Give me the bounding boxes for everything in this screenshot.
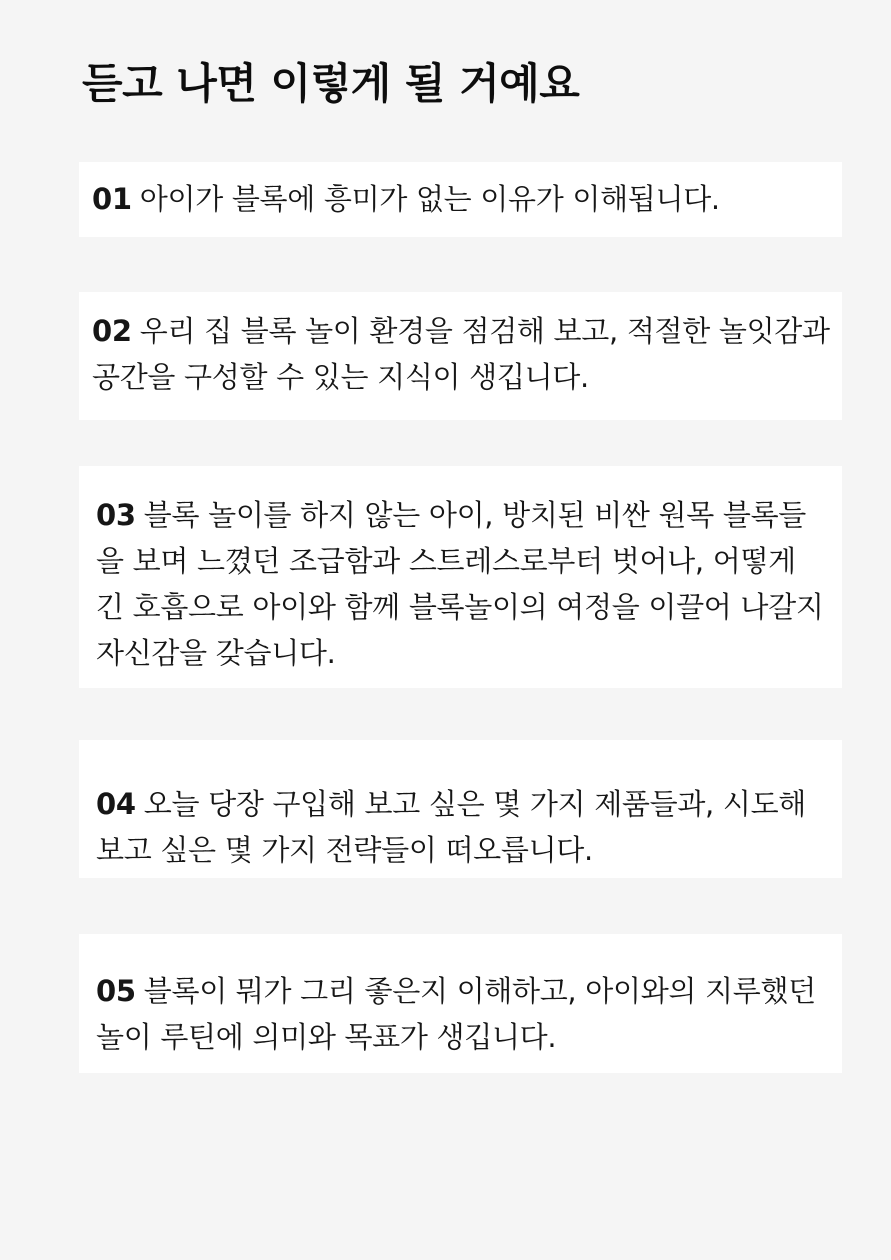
benefit-number: 03: [96, 498, 136, 532]
benefit-text: [96, 968, 830, 1060]
benefit-card-01: [79, 162, 842, 237]
benefit-description: 블록 놀이를 하지 않는 아이, 방치된 비싼 원목 블록들을 보며 느꼈던 조급함과 스트레스로부터 벗어나, 어떻게 긴 호흡으로 아이와 함께 블록놀이의 여정을 이끌어 나갈지 자신감을 갖습니다.: [96, 498, 824, 670]
benefit-description: 아이가 블록에 흥미가 없는 이유가 이해됩니다.: [139, 182, 720, 216]
benefit-text: [92, 308, 830, 400]
page-title: 듣고 나면 이렇게 될 거예요: [82, 59, 580, 108]
benefit-number: 04: [96, 787, 136, 821]
benefit-number: 05: [96, 974, 136, 1008]
benefit-card-04: [79, 740, 842, 878]
benefit-text: [92, 176, 830, 222]
benefit-text: [96, 781, 830, 873]
benefit-number: 02: [92, 314, 132, 348]
benefit-card-02: [79, 292, 842, 420]
benefit-card-05: [79, 934, 842, 1073]
benefit-card-03: [79, 466, 842, 688]
benefit-number: 01: [92, 182, 132, 216]
benefit-description: 우리 집 블록 놀이 환경을 점검해 보고, 적절한 놀잇감과 공간을 구성할 수 있는 지식이 생깁니다.: [92, 314, 830, 394]
benefit-description: 오늘 당장 구입해 보고 싶은 몇 가지 제품들과, 시도해 보고 싶은 몇 가지 전략들이 떠오릅니다.: [96, 787, 807, 867]
benefit-description: 블록이 뭐가 그리 좋은지 이해하고, 아이와의 지루했던 놀이 루틴에 의미와 목표가 생깁니다.: [96, 974, 816, 1054]
benefit-text: [96, 492, 830, 676]
